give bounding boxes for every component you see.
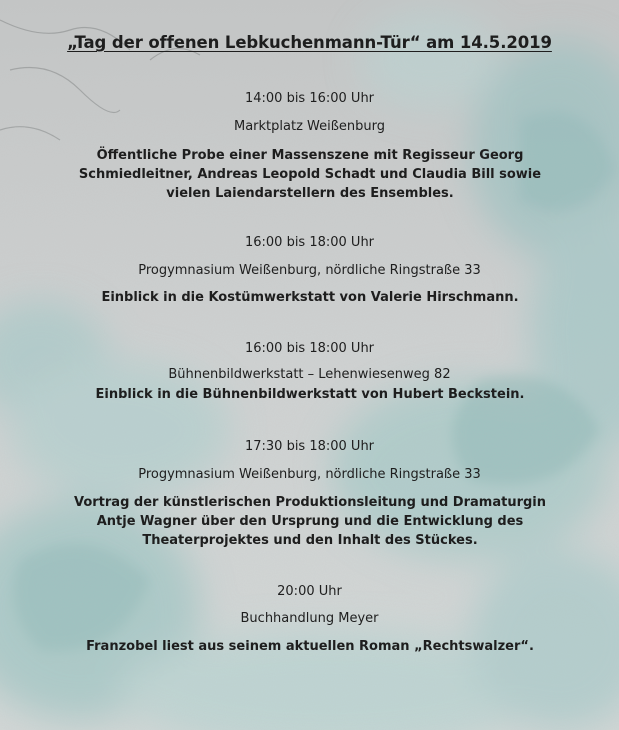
event-4-location: Progymnasium Weißenburg, nördliche Ringstraße 33 — [138, 467, 481, 482]
event-5-time: 20:00 Uhr — [277, 584, 342, 599]
event-1-description: Öffentliche Probe einer Massenszene mit Regisseur Georg Schmiedleitner, Andreas Leopold Schadt und Claudia Bill sowie vielen Laiendarstellern des Ensembles. — [78, 148, 542, 201]
event-5-description: Franzobel liest aus seinem aktuellen Roman „Rechtswalzer“. — [86, 639, 534, 654]
event-2-description: Einblick in die Kostümwerkstatt von Valerie Hirschmann. — [101, 290, 519, 305]
event-2-location: Progymnasium Weißenburg, nördliche Ringstraße 33 — [138, 263, 481, 278]
event-3-time: 16:00 bis 18:00 Uhr — [244, 341, 375, 356]
event-3-description: Einblick in die Bühnenbildwerkstatt von Hubert Beckstein. — [95, 387, 525, 402]
event-4-description: Vortrag der künstlerischen Produktionsleitung und Dramaturgin Antje Wagner über den Ursprung und die Entwicklung des Theaterprojektes und den Inhalt des Stückes. — [73, 495, 546, 548]
event-1-location: Marktplatz Weißenburg — [233, 119, 386, 134]
event-3-location: Bühnenbildwerkstatt – Lehenwiesenweg 82 — [168, 367, 451, 382]
event-4-time: 17:30 bis 18:00 Uhr — [244, 439, 375, 454]
event-5-location: Buchhandlung Meyer — [240, 611, 379, 626]
event-1-time: 14:00 bis 16:00 Uhr — [244, 91, 375, 106]
page-title: „Tag der offenen Lebkuchenmann-Tür“ am 14.5.2019 — [67, 33, 552, 52]
event-2-time: 16:00 bis 18:00 Uhr — [244, 235, 375, 250]
